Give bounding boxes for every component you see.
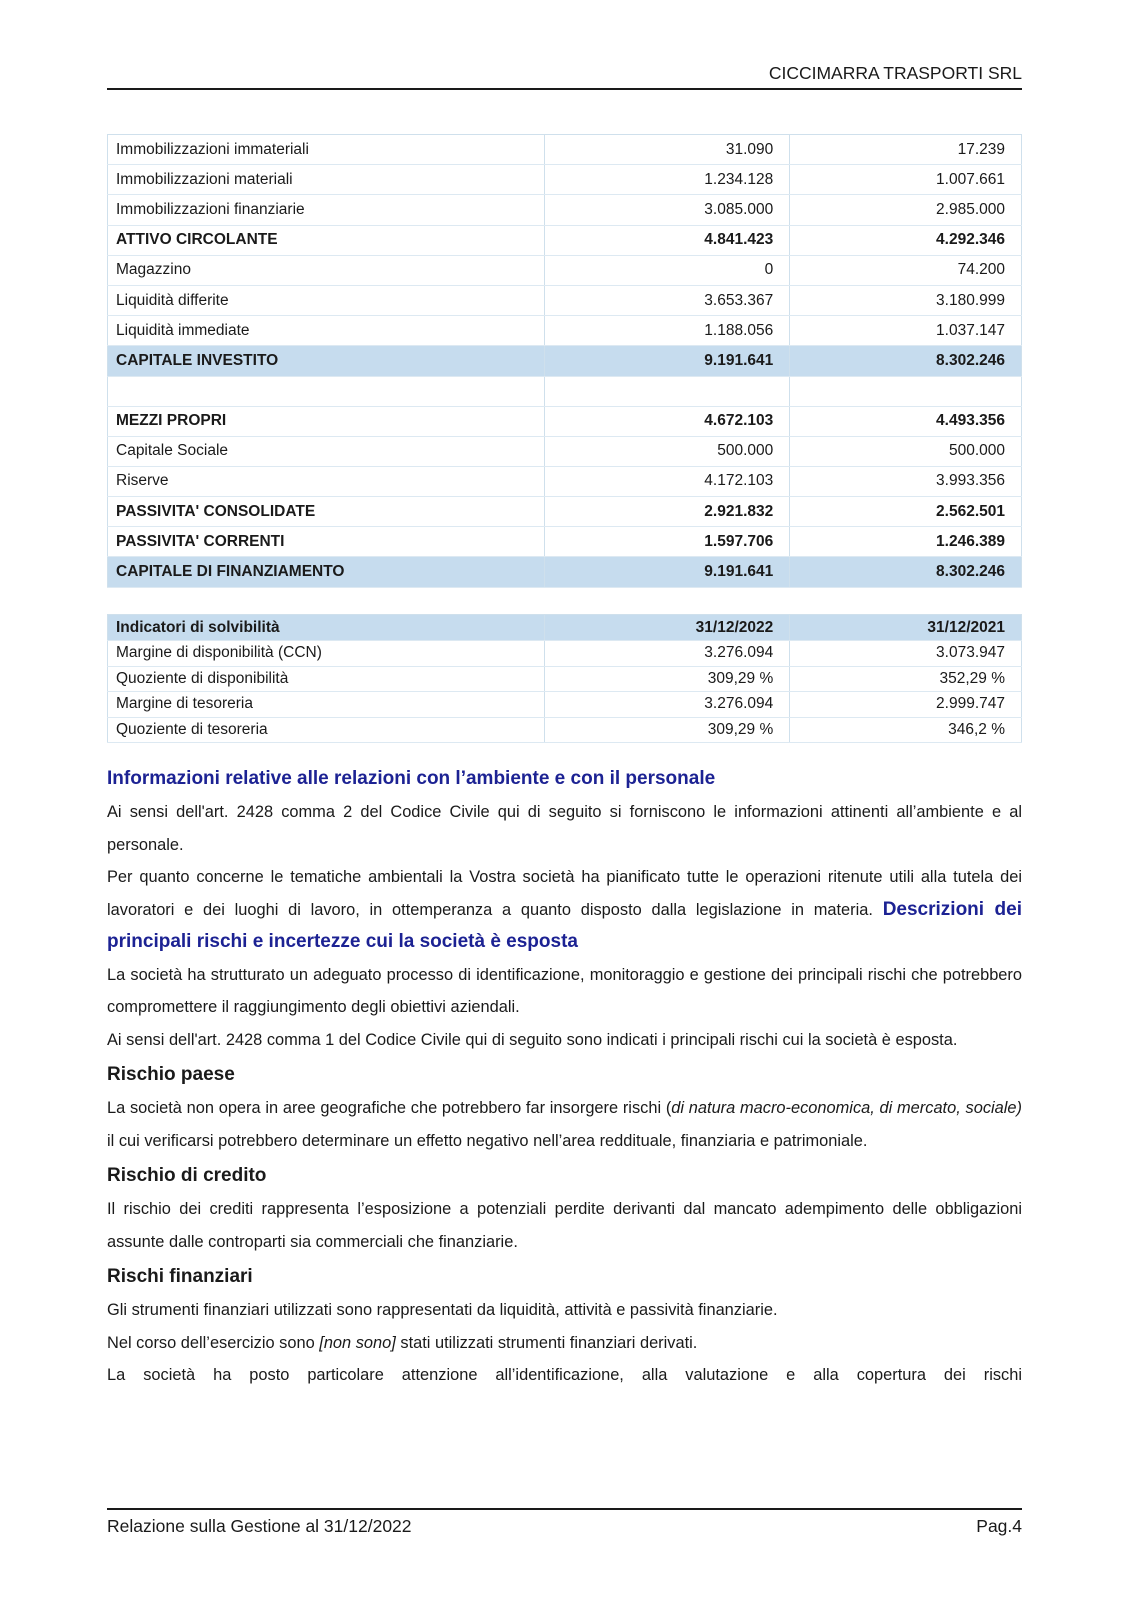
table-row (108, 285, 1022, 315)
paragraph-text: La società non opera in aree geografiche che potrebbero far insorgere rischi ( (107, 1099, 672, 1117)
row-label: Riserve (108, 466, 545, 496)
table-row (108, 406, 1022, 436)
paragraph-text: il cui verificarsi potrebbero determinare un effetto negativo nell’area reddituale, finanziaria e patrimoniale. (107, 1131, 868, 1150)
page-header (107, 62, 1022, 90)
paragraph-italic: [non sono] (319, 1333, 396, 1352)
page-number: Pag.4 (976, 1516, 1022, 1536)
value-2021: 2.999.747 (790, 692, 1022, 718)
row-label: Quoziente di tesoreria (108, 717, 545, 743)
value-2022 (544, 376, 790, 406)
table-row (108, 165, 1022, 195)
row-label: CAPITALE DI FINANZIAMENTO (108, 557, 545, 587)
value-2021: 4.292.346 (790, 225, 1022, 255)
row-label: MEZZI PROPRI (108, 406, 545, 436)
row-label: ATTIVO CIRCOLANTE (108, 225, 545, 255)
company-name: CICCIMARRA TRASPORTI SRL (768, 63, 1022, 83)
table-row (108, 316, 1022, 346)
row-label: Immobilizzazioni immateriali (108, 135, 545, 165)
value-2021: 1.037.147 (790, 316, 1022, 346)
heading-credit-risk: Rischio di credito (107, 1165, 267, 1186)
row-label: Capitale Sociale (108, 436, 545, 466)
row-label (108, 376, 545, 406)
heading-risks: Descrizioni dei principali rischi e incertezze cui la società è esposta (107, 898, 1022, 952)
value-2022: 4.172.103 (544, 466, 790, 496)
value-2022: 31.090 (544, 135, 790, 165)
paragraph: Ai sensi dell'art. 2428 comma 1 del Codice Civile qui di seguito sono indicati i principali rischi cui la società è esposta. (107, 1030, 958, 1049)
paragraph-text: stati utilizzati strumenti finanziari derivati. (395, 1333, 698, 1352)
paragraph: La società ha strutturato un adeguato processo di identificazione, monitoraggio e gestione dei principali rischi che potrebbero compromettere il raggiungimento degli obiettivi aziendali. (107, 965, 1022, 1016)
heading-financial-risks: Rischi finanziari (107, 1266, 253, 1287)
value-2022: 1.234.128 (544, 165, 790, 195)
value-2022: 3.276.094 (544, 692, 790, 718)
value-2022: 9.191.641 (544, 346, 790, 376)
value-2021: 500.000 (790, 436, 1022, 466)
heading-country-risk: Rischio paese (107, 1064, 235, 1085)
table-row (108, 466, 1022, 496)
header-label: Indicatori di solvibilità (108, 615, 545, 641)
table-row (108, 557, 1022, 587)
table-row (108, 135, 1022, 165)
row-label: Immobilizzazioni materiali (108, 165, 545, 195)
value-2021: 352,29 % (790, 666, 1022, 692)
value-2021: 2.562.501 (790, 497, 1022, 527)
header-2022: 31/12/2022 (544, 615, 790, 641)
paragraph (107, 1327, 1022, 1360)
row-label: Immobilizzazioni finanziarie (108, 195, 545, 225)
table-row (108, 666, 1022, 692)
table-row (108, 376, 1022, 406)
value-2022: 3.085.000 (544, 195, 790, 225)
value-2022: 4.841.423 (544, 225, 790, 255)
balance-sheet-table (107, 134, 1022, 588)
row-label: Liquidità immediate (108, 316, 545, 346)
table-row (108, 641, 1022, 667)
value-2021: 2.985.000 (790, 195, 1022, 225)
value-2021: 1.246.389 (790, 527, 1022, 557)
row-label: Margine di tesoreria (108, 692, 545, 718)
paragraph: Il rischio dei crediti rappresenta l’esposizione a potenziali perdite derivanti dal mancato adempimento delle obbligazioni assunte dalle controparti sia commerciali che finanziarie. (107, 1200, 1022, 1251)
solvency-indicators-table (107, 614, 1022, 743)
table-row (108, 195, 1022, 225)
table-row (108, 255, 1022, 285)
value-2021: 74.200 (790, 255, 1022, 285)
table-row (108, 692, 1022, 718)
value-2021: 3.180.999 (790, 285, 1022, 315)
row-label: PASSIVITA' CORRENTI (108, 527, 545, 557)
value-2022: 1.188.056 (544, 316, 790, 346)
table-row (108, 346, 1022, 376)
table-row (108, 717, 1022, 743)
value-2022: 1.597.706 (544, 527, 790, 557)
paragraph (107, 861, 1022, 959)
value-2021: 8.302.246 (790, 557, 1022, 587)
row-label: Magazzino (108, 255, 545, 285)
heading-environment: Informazioni relative alle relazioni con l’ambiente e con il personale (107, 768, 716, 789)
value-2022: 309,29 % (544, 666, 790, 692)
header-2021: 31/12/2021 (790, 615, 1022, 641)
table-row (108, 436, 1022, 466)
row-label: CAPITALE INVESTITO (108, 346, 545, 376)
table-row (108, 225, 1022, 255)
value-2022: 4.672.103 (544, 406, 790, 436)
value-2022: 9.191.641 (544, 557, 790, 587)
value-2022: 2.921.832 (544, 497, 790, 527)
paragraph-italic: di natura macro-economica, di mercato, sociale) (671, 1099, 1022, 1117)
value-2021: 3.993.356 (790, 466, 1022, 496)
value-2022: 500.000 (544, 436, 790, 466)
paragraph: Ai sensi dell'art. 2428 comma 2 del Codice Civile qui di seguito si forniscono le informazioni attinenti all’ambiente e al personale. (107, 803, 1022, 854)
value-2022: 3.276.094 (544, 641, 790, 667)
row-label: PASSIVITA' CONSOLIDATE (108, 497, 545, 527)
value-2021: 17.239 (790, 135, 1022, 165)
value-2022: 0 (544, 255, 790, 285)
footer-title: Relazione sulla Gestione al 31/12/2022 (107, 1516, 412, 1536)
paragraph-text: Nel corso dell’esercizio sono (107, 1333, 320, 1352)
paragraph-text: Per quanto concerne le tematiche ambientali la Vostra società ha pianificato tutte le operazioni ritenute utili alla tutela dei lavoratori e dei luoghi di lavoro, in ottemperanza a quanto disposto dalla legislazione in materia. (107, 868, 1022, 919)
row-label: Liquidità differite (108, 285, 545, 315)
value-2021: 1.007.661 (790, 165, 1022, 195)
value-2022: 3.653.367 (544, 285, 790, 315)
table-header-row (108, 615, 1022, 641)
page-footer (107, 1508, 1022, 1537)
row-label: Quoziente di disponibilità (108, 666, 545, 692)
value-2021: 346,2 % (790, 717, 1022, 743)
value-2021: 4.493.356 (790, 406, 1022, 436)
value-2021: 8.302.246 (790, 346, 1022, 376)
paragraph (107, 1092, 1022, 1157)
value-2021: 3.073.947 (790, 641, 1022, 667)
body-text (107, 760, 1022, 1392)
paragraph: La società ha posto particolare attenzione all’identificazione, alla valutazione e alla copertura dei rischi (107, 1366, 1022, 1384)
value-2021 (790, 376, 1022, 406)
row-label: Margine di disponibilità (CCN) (108, 641, 545, 667)
table-row (108, 527, 1022, 557)
table-row (108, 497, 1022, 527)
paragraph: Gli strumenti finanziari utilizzati sono rappresentati da liquidità, attività e passività finanziarie. (107, 1301, 778, 1319)
value-2022: 309,29 % (544, 717, 790, 743)
